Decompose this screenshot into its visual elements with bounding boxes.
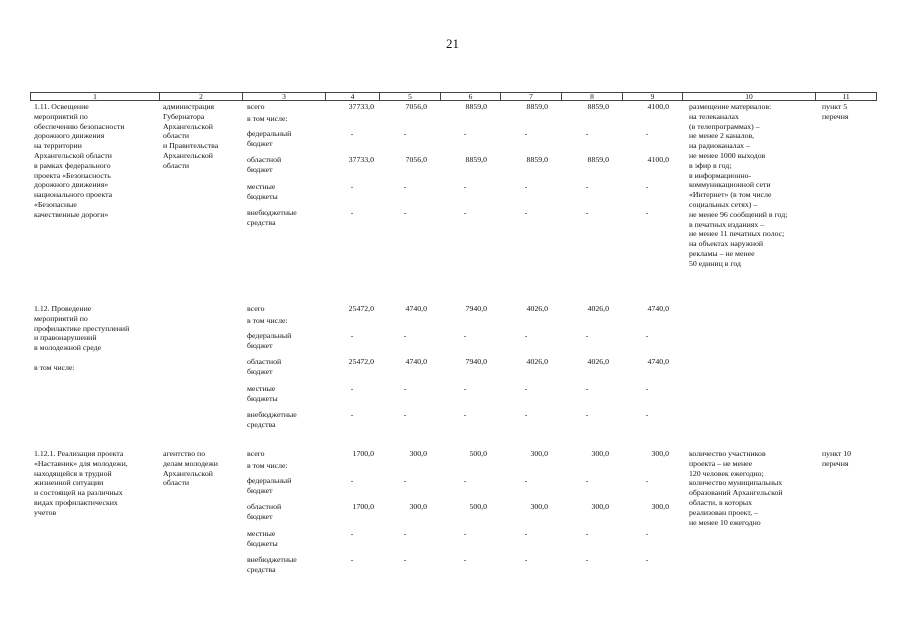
- amount-cell: -: [350, 384, 354, 393]
- amount-cell: 300,0: [530, 502, 548, 511]
- amount-cell: -: [403, 384, 407, 393]
- funding-source-label: областной бюджет: [247, 502, 282, 521]
- amount-cell: -: [645, 384, 649, 393]
- column-header-row: [30, 92, 877, 101]
- amount-cell: -: [524, 331, 528, 340]
- amount-cell: 8859,0: [465, 155, 487, 164]
- amount-cell: 4740,0: [405, 357, 427, 366]
- amount-cell: 300,0: [409, 449, 427, 458]
- funding-source-label: внебюджетные средства: [247, 555, 297, 574]
- amount-cell: 1700,0: [352, 502, 374, 511]
- amount-cell: 37733,0: [348, 155, 374, 164]
- amount-cell: 300,0: [591, 449, 609, 458]
- amount-cell: -: [585, 129, 589, 138]
- funding-source-label: местные бюджеты: [247, 384, 278, 403]
- amount-cell: -: [463, 410, 467, 419]
- col-header: 7: [501, 93, 562, 101]
- amount-cell: 8859,0: [587, 102, 609, 111]
- amount-cell: -: [645, 129, 649, 138]
- amount-cell: 4740,0: [647, 357, 669, 366]
- amount-cell: -: [524, 208, 528, 217]
- funding-source-label: федеральный бюджет: [247, 331, 292, 350]
- amount-cell: -: [585, 182, 589, 191]
- amount-cell: 7940,0: [465, 357, 487, 366]
- amount-cell: -: [403, 182, 407, 191]
- amount-cell: -: [585, 384, 589, 393]
- amount-cell: -: [463, 529, 467, 538]
- amount-cell: -: [524, 555, 528, 564]
- amount-cell: 4026,0: [526, 357, 548, 366]
- amount-cell: -: [645, 529, 649, 538]
- funding-source-label: внебюджетные средства: [247, 208, 297, 227]
- amount-cell: 4740,0: [647, 304, 669, 313]
- col-header: 1: [31, 93, 160, 101]
- amount-cell: -: [645, 331, 649, 340]
- amount-cell: -: [403, 410, 407, 419]
- amount-cell: 8859,0: [465, 102, 487, 111]
- funding-source-label: федеральный бюджет: [247, 129, 292, 148]
- amount-cell: 300,0: [409, 502, 427, 511]
- amount-cell: 8859,0: [526, 155, 548, 164]
- amount-cell: -: [403, 476, 407, 485]
- funding-source-label: всего: [247, 304, 265, 313]
- amount-cell: 300,0: [591, 502, 609, 511]
- col-header: 8: [562, 93, 623, 101]
- funding-source-label: внебюджетные средства: [247, 410, 297, 429]
- amount-cell: -: [645, 476, 649, 485]
- amount-cell: 37733,0: [348, 102, 374, 111]
- amount-cell: -: [403, 555, 407, 564]
- amount-cell: -: [350, 182, 354, 191]
- amount-cell: -: [585, 476, 589, 485]
- amount-cell: 4026,0: [526, 304, 548, 313]
- col-header: 5: [380, 93, 441, 101]
- amount-cell: 4740,0: [405, 304, 427, 313]
- amount-cell: 7056,0: [405, 155, 427, 164]
- amount-cell: -: [463, 208, 467, 217]
- funding-source-label: федеральный бюджет: [247, 476, 292, 495]
- amount-cell: -: [524, 182, 528, 191]
- amount-cell: 300,0: [530, 449, 548, 458]
- col-header: 9: [623, 93, 683, 101]
- amount-cell: -: [403, 129, 407, 138]
- amount-cell: -: [463, 555, 467, 564]
- funding-source-label: в том числе:: [247, 316, 288, 325]
- col-header: 2: [160, 93, 243, 101]
- amount-cell: -: [463, 384, 467, 393]
- amount-cell: -: [585, 331, 589, 340]
- amount-cell: 4026,0: [587, 357, 609, 366]
- amount-cell: -: [403, 529, 407, 538]
- amount-cell: 300,0: [651, 502, 669, 511]
- amount-cell: 1700,0: [352, 449, 374, 458]
- col-header: 11: [816, 93, 877, 101]
- amount-cell: -: [524, 410, 528, 419]
- responsible-executor: агентство по делам молодежи Архангельской области: [163, 449, 218, 488]
- amount-cell: -: [645, 410, 649, 419]
- col-header: 6: [441, 93, 501, 101]
- amount-cell: -: [524, 529, 528, 538]
- amount-cell: -: [645, 208, 649, 217]
- funding-source-label: всего: [247, 102, 265, 111]
- amount-cell: -: [350, 529, 354, 538]
- indicator-description: количество участников проекта – не менее 120 человек ежегодно; количество муниципальных образований Архангельской области, в которых реализован проект, – не менее 10 ежегодно: [689, 449, 783, 527]
- funding-source-label: в том числе:: [247, 114, 288, 123]
- amount-cell: 8859,0: [587, 155, 609, 164]
- amount-cell: -: [463, 476, 467, 485]
- amount-cell: -: [350, 208, 354, 217]
- amount-cell: 25472,0: [348, 357, 374, 366]
- col-header: 10: [683, 93, 816, 101]
- funding-source-label: областной бюджет: [247, 155, 282, 174]
- amount-cell: -: [524, 384, 528, 393]
- amount-cell: 4100,0: [647, 155, 669, 164]
- amount-cell: 300,0: [651, 449, 669, 458]
- reference-note: пункт 10 перечня: [822, 449, 852, 468]
- col-header: 4: [326, 93, 380, 101]
- funding-source-label: областной бюджет: [247, 357, 282, 376]
- amount-cell: 8859,0: [526, 102, 548, 111]
- col-header: 3: [243, 93, 326, 101]
- amount-cell: -: [350, 129, 354, 138]
- measure-name: 1.12. Проведение мероприятий по профилактике преступлений и правонарушений в молодежной среде в том числе:: [34, 304, 130, 372]
- amount-cell: -: [463, 331, 467, 340]
- indicator-description: размещение материалов: на телеканалах (в телепрограммах) – не менее 2 каналов, на радиоканалах – не менее 1000 выходов в эфир в год; в информационно- коммуникационной сети «Интернет» (в том числе социальных сетях) – не менее 96 сообщений в год; в печатных изданиях – не менее 11 печатных полос; на объектах наружной рекламы – не менее 50 единиц в год: [689, 102, 788, 268]
- funding-source-label: в том числе:: [247, 461, 288, 470]
- amount-cell: -: [350, 331, 354, 340]
- amount-cell: -: [463, 182, 467, 191]
- amount-cell: -: [524, 476, 528, 485]
- amount-cell: 500,0: [469, 502, 487, 511]
- amount-cell: -: [645, 182, 649, 191]
- amount-cell: -: [350, 410, 354, 419]
- amount-cell: -: [350, 555, 354, 564]
- page-number: 21: [446, 36, 459, 51]
- amount-cell: 4100,0: [647, 102, 669, 111]
- amount-cell: -: [524, 129, 528, 138]
- amount-cell: -: [403, 208, 407, 217]
- funding-source-label: местные бюджеты: [247, 529, 278, 548]
- amount-cell: -: [585, 529, 589, 538]
- measure-name: 1.11. Освещение мероприятий по обеспечению безопасности дорожного движения на территории Архангельской области в рамках федерального проекта «Безопасность дорожного движения» национального проекта «Безопасные качественные дороги»: [34, 102, 125, 219]
- funding-source-label: местные бюджеты: [247, 182, 278, 201]
- amount-cell: -: [403, 331, 407, 340]
- amount-cell: 25472,0: [348, 304, 374, 313]
- amount-cell: -: [463, 129, 467, 138]
- amount-cell: -: [645, 555, 649, 564]
- funding-source-label: всего: [247, 449, 265, 458]
- amount-cell: 7056,0: [405, 102, 427, 111]
- amount-cell: -: [585, 208, 589, 217]
- amount-cell: 7940,0: [465, 304, 487, 313]
- responsible-executor: администрация Губернатора Архангельской области и Правительства Архангельской области: [163, 102, 219, 170]
- amount-cell: -: [350, 476, 354, 485]
- amount-cell: 4026,0: [587, 304, 609, 313]
- amount-cell: -: [585, 555, 589, 564]
- amount-cell: 500,0: [469, 449, 487, 458]
- reference-note: пункт 5 перечня: [822, 102, 849, 121]
- amount-cell: -: [585, 410, 589, 419]
- measure-name: 1.12.1. Реализация проекта «Наставник» для молодежи, находящейся в трудной жизненной ситуации и состоящей на различных видах профилактических учетов: [34, 449, 128, 517]
